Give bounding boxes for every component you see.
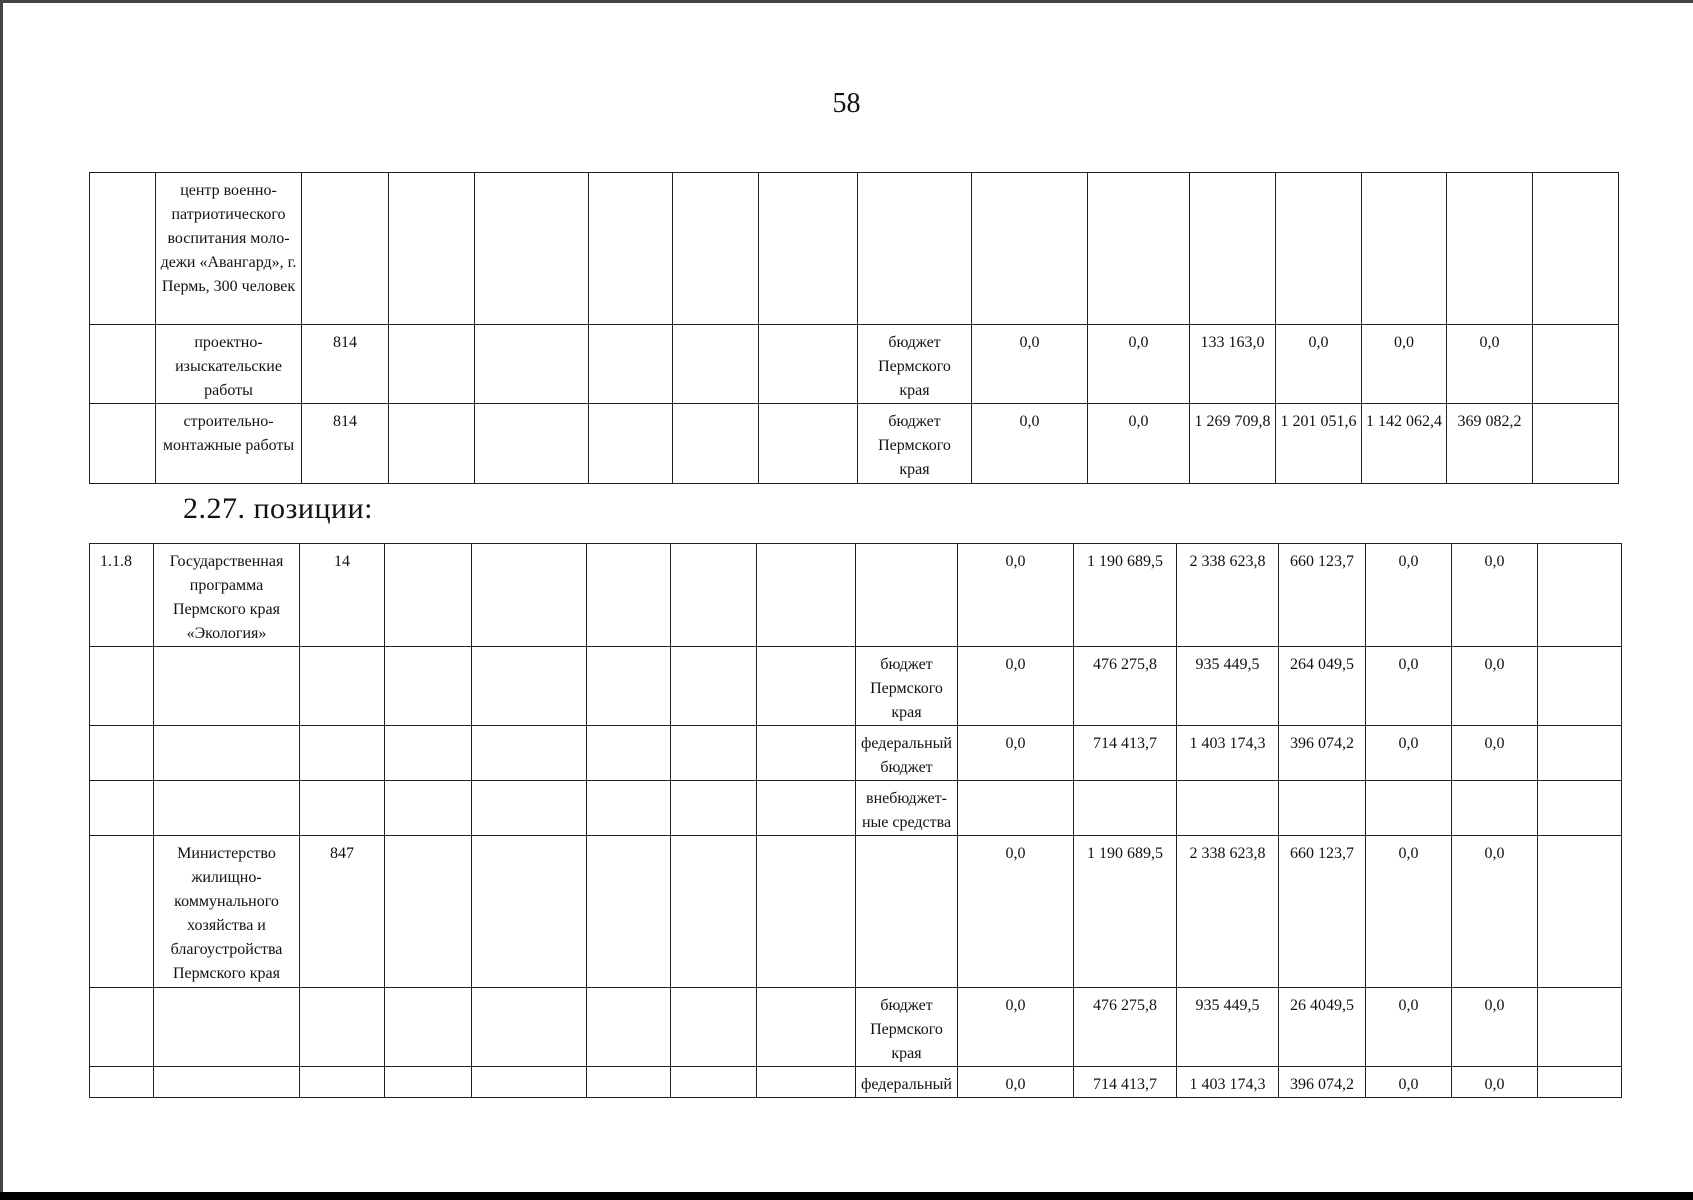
table-cell: 0,0 xyxy=(1452,647,1538,726)
table-cell: 1 403 174,3 xyxy=(1177,726,1279,781)
table-cell: 0,0 xyxy=(1366,726,1452,781)
table-cell xyxy=(385,647,472,726)
table-cell: 0,0 xyxy=(1452,836,1538,988)
table-cell xyxy=(671,544,757,647)
table-cell: 0,0 xyxy=(958,836,1074,988)
table-cell: 0,0 xyxy=(1447,325,1533,404)
table-cell: 396 074,2 xyxy=(1279,1067,1366,1098)
table-cell xyxy=(472,836,587,988)
table-cell xyxy=(154,647,300,726)
table-cell: 0,0 xyxy=(1362,325,1447,404)
table-cell: 0,0 xyxy=(1452,544,1538,647)
table-cell xyxy=(759,173,858,325)
table-cell xyxy=(154,988,300,1067)
table-cell: 14 xyxy=(300,544,385,647)
table-cell: 0,0 xyxy=(1366,836,1452,988)
table-cell xyxy=(475,173,589,325)
table-cell: 814 xyxy=(302,404,389,484)
table-cell xyxy=(1447,173,1533,325)
table-cell: проектно-изыскательские работы xyxy=(156,325,302,404)
table-cell xyxy=(475,404,589,484)
table-cell xyxy=(472,781,587,836)
budget-table-positions xyxy=(89,543,1622,1098)
table-row xyxy=(90,781,1622,836)
table-cell: 0,0 xyxy=(958,544,1074,647)
scan-border-bottom xyxy=(0,1192,1693,1200)
table-cell xyxy=(385,988,472,1067)
table-cell xyxy=(385,544,472,647)
table-cell xyxy=(1533,404,1619,484)
table-cell xyxy=(757,836,856,988)
table-cell xyxy=(300,647,385,726)
table-cell xyxy=(757,1067,856,1098)
table-cell xyxy=(1074,781,1177,836)
table-cell xyxy=(589,325,673,404)
table-cell xyxy=(385,836,472,988)
table-cell xyxy=(300,988,385,1067)
table-cell xyxy=(385,726,472,781)
table-cell xyxy=(757,726,856,781)
table-cell: строительно-монтажные работы xyxy=(156,404,302,484)
table-cell: 2 338 623,8 xyxy=(1177,836,1279,988)
table-cell xyxy=(589,404,673,484)
table-cell: 476 275,8 xyxy=(1074,988,1177,1067)
table-cell: 133 163,0 xyxy=(1190,325,1276,404)
table-cell: федеральный бюджет xyxy=(856,726,958,781)
table-cell: 0,0 xyxy=(1452,726,1538,781)
table-cell: 26 4049,5 xyxy=(1279,988,1366,1067)
table-row xyxy=(90,988,1622,1067)
table-cell xyxy=(1177,781,1279,836)
table-cell: центр военно-патриотического воспитания моло-дежи «Авангард», г. Пермь, 300 человек xyxy=(156,173,302,325)
table-cell xyxy=(673,404,759,484)
table-cell: 476 275,8 xyxy=(1074,647,1177,726)
table-cell xyxy=(1533,325,1619,404)
table-cell: 935 449,5 xyxy=(1177,647,1279,726)
table-cell xyxy=(90,325,156,404)
table-cell xyxy=(587,726,671,781)
table-cell: 0,0 xyxy=(1276,325,1362,404)
table-cell xyxy=(759,325,858,404)
table-cell xyxy=(472,1067,587,1098)
table-cell xyxy=(1366,781,1452,836)
table-cell xyxy=(671,836,757,988)
table-cell: 0,0 xyxy=(972,404,1088,484)
table-cell xyxy=(90,836,154,988)
table-cell: 660 123,7 xyxy=(1279,836,1366,988)
table-cell: 714 413,7 xyxy=(1074,1067,1177,1098)
table-cell: бюджет Пермского края xyxy=(856,647,958,726)
table-cell xyxy=(389,173,475,325)
table-cell: 0,0 xyxy=(1088,404,1190,484)
table-cell xyxy=(90,726,154,781)
table-cell xyxy=(90,404,156,484)
table-cell xyxy=(587,647,671,726)
table-cell xyxy=(1538,1067,1622,1098)
section-heading: 2.27. позиции: xyxy=(183,492,373,525)
table-cell xyxy=(472,726,587,781)
table-cell xyxy=(1279,781,1366,836)
table-cell: 0,0 xyxy=(1366,988,1452,1067)
table-cell: 0,0 xyxy=(972,325,1088,404)
table-cell: Министерство жилищно-коммунального хозяйства и благоустройства Пермского края xyxy=(154,836,300,988)
table-cell xyxy=(472,988,587,1067)
table-cell xyxy=(587,544,671,647)
table-cell: 660 123,7 xyxy=(1279,544,1366,647)
table-cell xyxy=(154,1067,300,1098)
table-cell xyxy=(673,173,759,325)
table-cell xyxy=(90,988,154,1067)
budget-table-continued xyxy=(89,172,1619,484)
table-cell xyxy=(1538,836,1622,988)
table-cell xyxy=(300,1067,385,1098)
table-cell xyxy=(856,836,958,988)
table-row xyxy=(90,647,1622,726)
table-row xyxy=(90,173,1619,325)
table-row xyxy=(90,325,1619,404)
table-cell xyxy=(385,781,472,836)
table-cell: 1 190 689,5 xyxy=(1074,544,1177,647)
table-cell xyxy=(90,1067,154,1098)
table-cell xyxy=(90,647,154,726)
table-cell: 847 xyxy=(300,836,385,988)
scan-border-top xyxy=(0,0,1693,3)
table-cell xyxy=(757,781,856,836)
table-cell xyxy=(475,325,589,404)
table-cell xyxy=(154,726,300,781)
table-cell xyxy=(589,173,673,325)
table-cell xyxy=(671,988,757,1067)
table-cell xyxy=(1452,781,1538,836)
table-cell xyxy=(302,173,389,325)
table-row xyxy=(90,836,1622,988)
table-cell xyxy=(1538,544,1622,647)
table-cell: 0,0 xyxy=(1366,544,1452,647)
table-cell xyxy=(587,836,671,988)
table-cell xyxy=(671,1067,757,1098)
table-cell xyxy=(300,726,385,781)
table-cell xyxy=(1538,726,1622,781)
table-cell xyxy=(1190,173,1276,325)
table-cell: 935 449,5 xyxy=(1177,988,1279,1067)
table-cell xyxy=(673,325,759,404)
table-cell: 1 269 709,8 xyxy=(1190,404,1276,484)
table-cell xyxy=(587,988,671,1067)
table-cell xyxy=(1538,647,1622,726)
table-cell: Государственная программа Пермского края «Экология» xyxy=(154,544,300,647)
table-cell xyxy=(389,325,475,404)
table-cell: 714 413,7 xyxy=(1074,726,1177,781)
page-number: 58 xyxy=(832,88,861,119)
table-cell: 1 201 051,6 xyxy=(1276,404,1362,484)
table-row xyxy=(90,1067,1622,1098)
table-cell: 0,0 xyxy=(958,647,1074,726)
table-cell: 1 403 174,3 xyxy=(1177,1067,1279,1098)
scan-border-left xyxy=(0,0,3,1200)
table-cell: 2 338 623,8 xyxy=(1177,544,1279,647)
table-cell xyxy=(1538,781,1622,836)
table-cell xyxy=(385,1067,472,1098)
table-cell xyxy=(472,647,587,726)
table-cell: 1.1.8 xyxy=(90,544,154,647)
table-cell xyxy=(1088,173,1190,325)
table-cell: 0,0 xyxy=(1088,325,1190,404)
table-cell: 0,0 xyxy=(1366,1067,1452,1098)
table-cell: бюджет Пермского края xyxy=(858,404,972,484)
table-cell: 264 049,5 xyxy=(1279,647,1366,726)
table-cell xyxy=(972,173,1088,325)
table-cell: 0,0 xyxy=(1452,988,1538,1067)
table-cell xyxy=(1533,173,1619,325)
table-row xyxy=(90,544,1622,647)
table-cell xyxy=(856,544,958,647)
table-cell xyxy=(757,988,856,1067)
table-cell: бюджет Пермского края xyxy=(856,988,958,1067)
table-cell xyxy=(90,173,156,325)
table-cell xyxy=(587,1067,671,1098)
table-cell xyxy=(472,544,587,647)
table-cell: 0,0 xyxy=(958,988,1074,1067)
table-cell: 0,0 xyxy=(958,726,1074,781)
table-cell xyxy=(1276,173,1362,325)
table-cell: 1 190 689,5 xyxy=(1074,836,1177,988)
table-row xyxy=(90,726,1622,781)
table-cell xyxy=(671,647,757,726)
table-cell: федеральный xyxy=(856,1067,958,1098)
table-cell: внебюджет-ные средства xyxy=(856,781,958,836)
table-cell: 0,0 xyxy=(1366,647,1452,726)
table-cell xyxy=(858,173,972,325)
table-cell: 396 074,2 xyxy=(1279,726,1366,781)
table-cell xyxy=(90,781,154,836)
table-cell xyxy=(757,647,856,726)
table-cell: 0,0 xyxy=(958,1067,1074,1098)
table-cell xyxy=(389,404,475,484)
table-cell: 814 xyxy=(302,325,389,404)
table-cell xyxy=(587,781,671,836)
table-row xyxy=(90,404,1619,484)
table-cell: 0,0 xyxy=(1452,1067,1538,1098)
table-cell xyxy=(154,781,300,836)
table-cell xyxy=(671,726,757,781)
table-cell: бюджет Пермского края xyxy=(858,325,972,404)
table-cell xyxy=(300,781,385,836)
table-cell xyxy=(757,544,856,647)
table-cell: 369 082,2 xyxy=(1447,404,1533,484)
table-cell xyxy=(958,781,1074,836)
table-cell xyxy=(759,404,858,484)
table-cell xyxy=(1362,173,1447,325)
table-cell xyxy=(1538,988,1622,1067)
table-cell: 1 142 062,4 xyxy=(1362,404,1447,484)
table-cell xyxy=(671,781,757,836)
